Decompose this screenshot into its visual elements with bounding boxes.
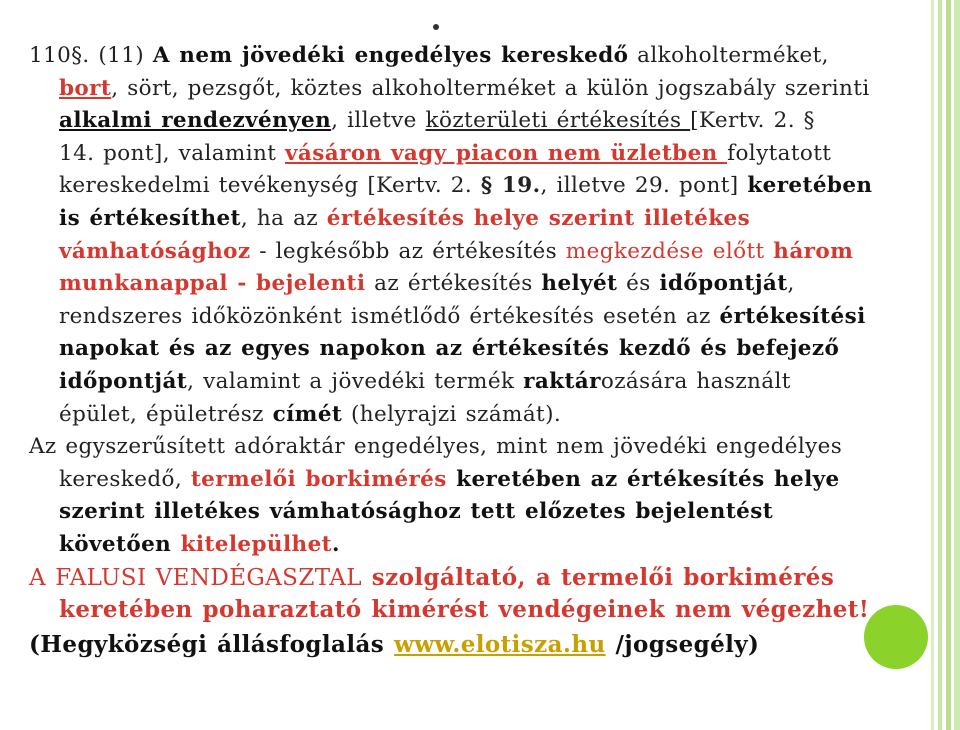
text-run: (helyrajzi számát). [342, 401, 562, 427]
text-run-bold: keretében [747, 173, 873, 199]
text-run: ozására használt [600, 368, 791, 394]
text-run: az értékesítés [365, 271, 542, 297]
text-run-bold: raktár [523, 368, 601, 394]
text-run: [Kertv. 2. § [690, 108, 815, 134]
text-run: , [787, 271, 795, 297]
text-run-red: A FALUSI VENDÉGASZTAL [29, 564, 362, 591]
slide-text [29, 40, 919, 661]
text-run-red: munkanappal - bejelenti [59, 271, 366, 297]
text-run-bold: A nem jövedéki engedélyes kereskedő [152, 43, 629, 68]
text-run-red: termelői borkimérés [190, 466, 447, 492]
text-run-red: három [773, 238, 854, 264]
text-run-red: szolgáltató, a termelői borkimérés [361, 563, 835, 591]
text-run-red: vámhatósághoz [59, 238, 251, 264]
text-run-bold: § 19. [480, 173, 541, 199]
text-run: kereskedő, [59, 466, 191, 492]
text-run: kereskedelmi tevékenység [Kertv. 2. [59, 173, 481, 199]
decor-stripe [954, 0, 960, 730]
text-line [29, 399, 919, 432]
link-bort[interactable]: bort [59, 75, 112, 101]
text-run: 110§. (11) [29, 43, 153, 68]
text-line [29, 594, 919, 627]
text-line [29, 431, 919, 464]
text-line [29, 529, 919, 562]
text-run-bold: (Hegyközségi állásfoglalás [29, 630, 395, 658]
text-run: , sört, pezsgőt, köztes alkoholterméket a külön jogszabály szerinti [111, 75, 870, 101]
text-line [29, 73, 919, 106]
text-run: , illetve [331, 108, 426, 134]
text-run-red: keretében poharaztató kimérést vendégeinek nem végezhet! [59, 596, 870, 624]
link-kozteruleti[interactable]: közterületi értékesítés [425, 108, 691, 134]
link-alkalmi-rendezveny[interactable]: alkalmi rendezvényen [59, 108, 332, 134]
text-line [29, 236, 919, 269]
decor-stripe [938, 0, 942, 730]
text-line [29, 366, 919, 399]
text-line [29, 105, 919, 138]
text-line [29, 268, 919, 301]
text-line [29, 629, 919, 662]
text-run-bold: időpontját [659, 271, 788, 297]
text-line [29, 203, 919, 236]
text-line [29, 40, 919, 73]
text-run: folytatott [727, 140, 832, 166]
slide-dot [433, 24, 439, 30]
text-run-bold: . [331, 531, 340, 557]
text-run-red: kitelepülhet [180, 531, 332, 557]
text-run: Az egyszerűsített adóraktár engedélyes, mint nem jövedéki engedélyes [29, 434, 843, 460]
text-line [29, 496, 919, 529]
link-elotisza[interactable]: www.elotisza.hu [394, 630, 606, 658]
text-run: épület, épületrész [59, 401, 273, 427]
text-run: , valamint a jövedéki termék [187, 368, 524, 394]
text-run: - legkésőbb az értékesítés [250, 238, 566, 264]
text-line [29, 138, 919, 171]
text-run-bold: /jogsegély) [605, 630, 760, 658]
green-circle-decoration [864, 605, 928, 669]
text-run: , illetve 29. pont] [540, 173, 748, 199]
text-run-bold: napokat és az egyes napokon az értékesítés kezdő és befejező [59, 336, 840, 362]
text-line [29, 301, 919, 334]
text-run-bold: követően [59, 531, 181, 557]
text-line [29, 333, 919, 366]
text-run-red: megkezdése előtt [565, 238, 774, 264]
text-line [29, 562, 919, 595]
text-line [29, 170, 919, 203]
text-run-bold: címét [272, 401, 343, 427]
text-run: , ha az [240, 205, 327, 231]
decor-stripe [931, 0, 934, 730]
text-run-bold: szerint illetékes vámhatósághoz tett előzetes bejelentést [59, 499, 774, 525]
decor-stripe [946, 0, 951, 730]
text-run-bold: értékesítési [719, 303, 866, 329]
text-run: rendszeres időközönként ismétlődő értékesítés esetén az [59, 303, 720, 329]
text-run-bold: is értékesíthet [59, 205, 241, 231]
text-run: és [617, 271, 660, 297]
text-run-red: értékesítés helye szerint illetékes [326, 205, 751, 231]
link-vasaron[interactable]: vásáron vagy piacon nem üzletben [285, 140, 728, 166]
text-run: alkoholterméket, [628, 43, 829, 68]
text-run-bold: keretében az értékesítés helye [446, 466, 840, 492]
text-run: 14. pont], valamint [59, 140, 286, 166]
text-run-bold: helyét [541, 271, 618, 297]
text-run-bold: időpontját [59, 368, 188, 394]
text-line [29, 464, 919, 497]
